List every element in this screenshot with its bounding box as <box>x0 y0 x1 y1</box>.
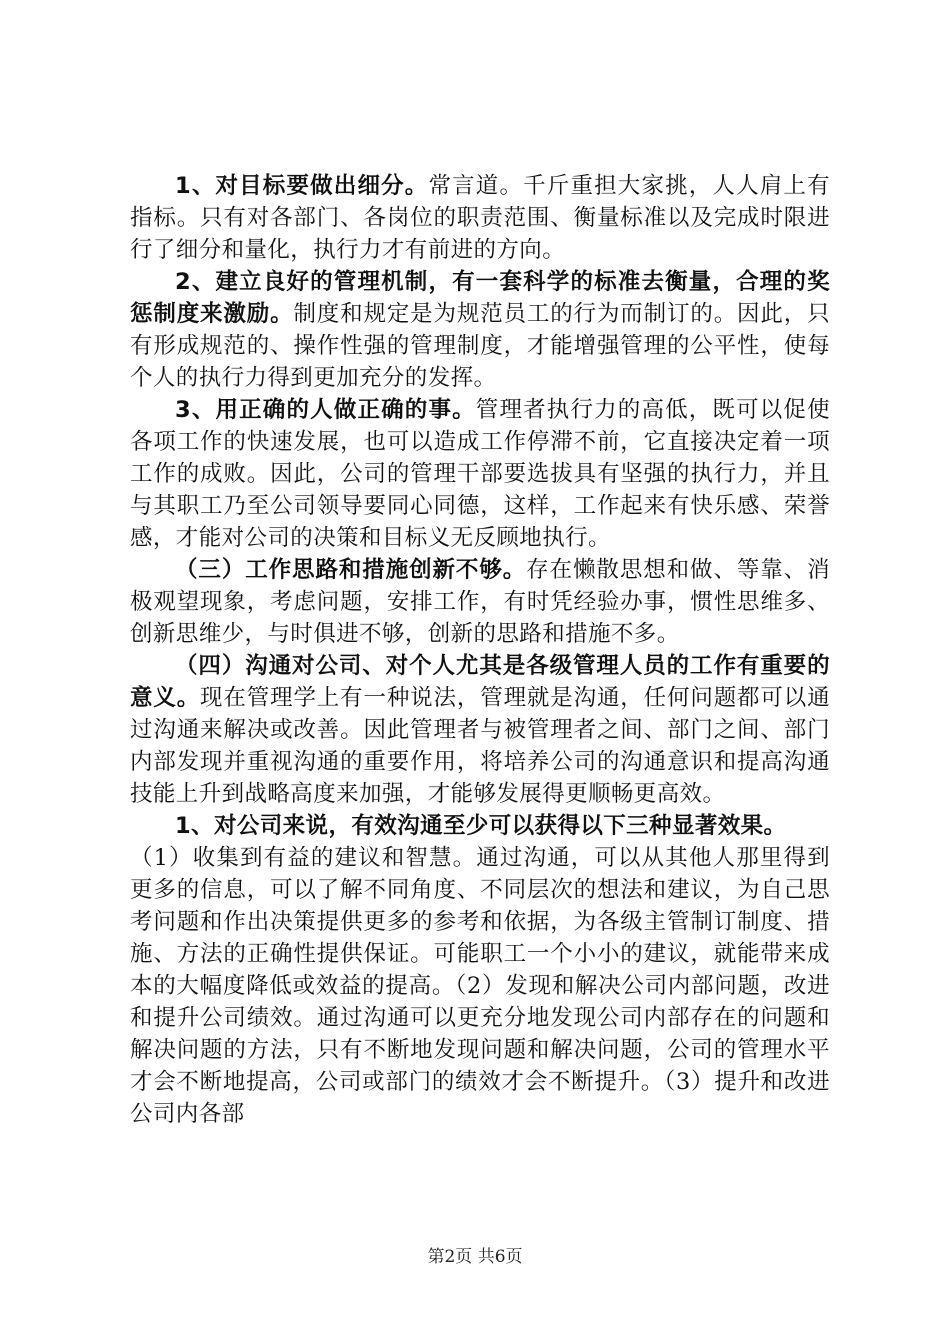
document-body <box>130 170 830 1130</box>
paragraph-innovation <box>130 554 830 650</box>
paragraph-text: （1）收集到有益的建议和智慧。通过沟通，可以从其他人那里得到更多的信息，可以了解不同角度、不同层次的想法和建议，为自己思考问题和作出决策提供更多的参考和依据，为各级主管制订制度、措施、方法的正确性提供保证。可能职工一个小小的建议，就能带来成本的大幅度降低或效益的提高。（2）发现和解决公司内部问题，改进和提升公司绩效。通过沟通可以更充分地发现公司内部存在的问题和解决问题的方法，只有不断地发现问题和解决问题，公司的管理水平才会不断地提高，公司或部门的绩效才会不断提升。（3）提升和改进公司内各部 <box>130 845 830 1127</box>
paragraph-heading: 3、用正确的人做正确的事。 <box>175 397 476 423</box>
paragraph-text: 存在懒散思想和做、等靠、消极观望现象，考虑问题，安排工作，有时凭经验办事，惯性思维多、创新思维少，与时俱进不够，创新的思路和措施不多。 <box>130 557 830 647</box>
paragraph-heading: 2、建立良好的管理机制，有一套科学的标准去衡量，合理的奖惩制度来激励。 <box>130 269 830 327</box>
paragraph-heading: （三）工作思路和措施创新不够。 <box>175 557 527 583</box>
paragraph-effects-heading <box>130 810 830 842</box>
paragraph-communication <box>130 650 830 810</box>
paragraph-text: 管理者执行力的高低，既可以促使各项工作的快速发展，也可以造成工作停滞不前，它直接决定着一项工作的成败。因此，公司的管理干部要选拔具有坚强的执行力，并且与其职工乃至公司领导要同心同德，这样，工作起来有快乐感、荣誉感，才能对公司的决策和目标义无反顾地执行。 <box>130 397 830 551</box>
page-number-footer: 第2页 共6页 <box>427 1247 523 1267</box>
paragraph-text: 常言道。千斤重担大家挑，人人肩上有指标。只有对各部门、各岗位的职责范围、衡量标准以及完成时限进行了细分和量化，执行力才有前进的方向。 <box>130 173 830 263</box>
paragraph-management-mechanism <box>130 266 830 394</box>
paragraph-text: 现在管理学上有一种说法，管理就是沟通，任何问题都可以通过沟通来解决或改善。因此管理者与被管理者之间、部门之间、部门内部发现并重视沟通的重要作用，将培养公司的沟通意识和提高沟通技能上升到战略高度来加强，才能够发展得更顺畅更高效。 <box>130 685 830 807</box>
paragraph-target-breakdown <box>130 170 830 266</box>
paragraph-right-people <box>130 394 830 554</box>
paragraph-heading: 1、对公司来说，有效沟通至少可以获得以下三种显著效果。 <box>175 813 787 839</box>
paragraph-heading: 1、对目标要做出细分。 <box>175 173 429 199</box>
paragraph-heading: （四）沟通对公司、对个人尤其是各级管理人员的工作有重要的意义。 <box>130 653 830 711</box>
paragraph-effects-list <box>130 842 830 1130</box>
paragraph-text: 制度和规定是为规范员工的行为而制订的。因此，只有形成规范的、操作性强的管理制度，才能增强管理的公平性，使每个人的执行力得到更加充分的发挥。 <box>130 301 830 391</box>
